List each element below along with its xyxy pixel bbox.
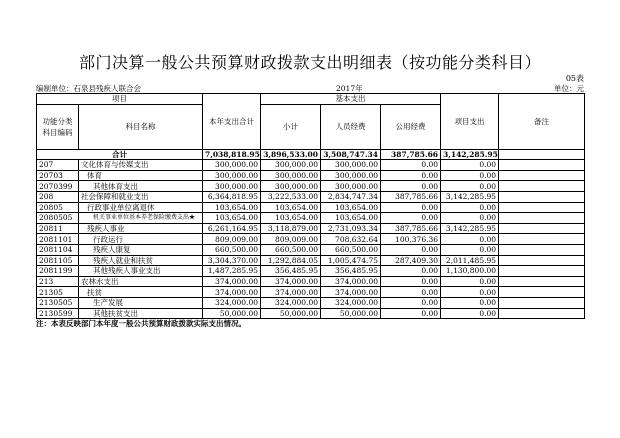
subtotal-cell: 300,000.00 [261, 170, 321, 181]
name-cell: 文化体育与传媒支出 [79, 160, 203, 171]
code-cell: 2081199 [37, 266, 79, 277]
header-basic: 基本支出 [261, 94, 441, 105]
personnel-cell: 50,000.00 [321, 308, 381, 319]
total-cell: 103,654.00 [203, 213, 261, 224]
code-cell: 207 [37, 160, 79, 171]
personnel-cell: 1,005,474.75 [321, 255, 381, 266]
remark-cell [499, 223, 585, 234]
remark-cell [499, 308, 585, 319]
name-cell: 其他扶贫支出 [79, 308, 203, 319]
public-cell: 387,785.66 [381, 191, 441, 202]
code-cell: 208 [37, 191, 79, 202]
table-row [37, 223, 585, 234]
name-cell: 机关事业单位基本养老保险缴费支出★ [79, 213, 203, 224]
public-cell: 0.00 [381, 202, 441, 213]
personnel-cell: 2,834,747.34 [321, 191, 381, 202]
total-cell: 6,261,164.95 [203, 223, 261, 234]
project-cell: 3,142,285.95 [441, 149, 499, 160]
header-public: 公用经费 [381, 104, 441, 149]
table-row [37, 276, 585, 287]
subtotal-cell: 300,000.00 [261, 181, 321, 192]
personnel-cell: 660,500.00 [321, 244, 381, 255]
name-cell: 行政事业单位离退休 [79, 202, 203, 213]
total-cell: 300,000.00 [203, 181, 261, 192]
project-cell: 0.00 [441, 297, 499, 308]
personnel-cell: 2,731,093.34 [321, 223, 381, 234]
remark-cell [499, 234, 585, 245]
code-cell: 20703 [37, 170, 79, 181]
remark-cell [499, 213, 585, 224]
total-label: 合计 [37, 149, 203, 160]
header-total: 本年支出合计 [203, 94, 261, 150]
subtotal-cell: 374,000.00 [261, 287, 321, 298]
personnel-cell: 324,000.00 [321, 297, 381, 308]
code-cell: 2081105 [37, 255, 79, 266]
remark-cell [499, 181, 585, 192]
public-cell: 0.00 [381, 244, 441, 255]
total-cell: 103,654.00 [203, 202, 261, 213]
code-cell: 2070399 [37, 181, 79, 192]
total-cell: 374,000.00 [203, 276, 261, 287]
remark-cell [499, 149, 585, 160]
total-cell: 660,500.00 [203, 244, 261, 255]
subtotal-cell: 300,000.00 [261, 160, 321, 171]
table-row [37, 266, 585, 277]
project-cell: 0.00 [441, 213, 499, 224]
code-cell: 2081104 [37, 244, 79, 255]
table-row [37, 234, 585, 245]
project-cell: 0.00 [441, 244, 499, 255]
name-cell: 扶贫 [79, 287, 203, 298]
personnel-cell: 374,000.00 [321, 287, 381, 298]
public-cell: 0.00 [381, 297, 441, 308]
project-cell: 0.00 [441, 308, 499, 319]
public-cell: 0.00 [381, 276, 441, 287]
expenditure-table [36, 93, 585, 319]
name-cell: 行政运行 [79, 234, 203, 245]
total-cell: 300,000.00 [203, 160, 261, 171]
table-row [37, 202, 585, 213]
project-cell: 3,142,285.95 [441, 191, 499, 202]
subtotal-cell: 3,118,879.00 [261, 223, 321, 234]
footnote: 注：本表反映部门本年度一般公共预算财政拨款实际支出情况。 [36, 319, 246, 328]
total-cell: 3,304,370.00 [203, 255, 261, 266]
project-cell: 0.00 [441, 287, 499, 298]
total-cell: 50,000.00 [203, 308, 261, 319]
table-row [37, 181, 585, 192]
project-cell: 0.00 [441, 202, 499, 213]
subtotal-cell: 660,500.00 [261, 244, 321, 255]
name-cell: 残疾人康复 [79, 244, 203, 255]
public-cell: 100,376.36 [381, 234, 441, 245]
total-cell: 324,000.00 [203, 297, 261, 308]
table-row [37, 244, 585, 255]
total-cell: 7,038,818.95 [203, 149, 261, 160]
remark-cell [499, 266, 585, 277]
public-cell: 0.00 [381, 213, 441, 224]
personnel-cell: 374,000.00 [321, 276, 381, 287]
project-cell: 0.00 [441, 181, 499, 192]
code-cell: 2130599 [37, 308, 79, 319]
subtotal-cell: 3,896,533.00 [261, 149, 321, 160]
public-cell: 0.00 [381, 160, 441, 171]
total-cell: 1,487,285.95 [203, 266, 261, 277]
public-cell: 0.00 [381, 308, 441, 319]
personnel-cell: 300,000.00 [321, 160, 381, 171]
subtotal-cell: 356,485.95 [261, 266, 321, 277]
header-code: 功能分类科目编码 [37, 104, 79, 149]
subtotal-cell: 324,000.00 [261, 297, 321, 308]
public-cell: 287,409.30 [381, 255, 441, 266]
remark-cell [499, 255, 585, 266]
remark-cell [499, 276, 585, 287]
remark-cell [499, 170, 585, 181]
public-cell: 0.00 [381, 287, 441, 298]
name-cell: 农林水支出 [79, 276, 203, 287]
public-cell: 387,785.66 [381, 149, 441, 160]
name-cell: 残疾人事业 [79, 223, 203, 234]
personnel-cell: 300,000.00 [321, 181, 381, 192]
project-cell: 1,130,800.00 [441, 266, 499, 277]
subtotal-cell: 103,654.00 [261, 213, 321, 224]
meta-line [36, 83, 584, 93]
header-subtotal: 小计 [261, 104, 321, 149]
table-row [37, 255, 585, 266]
form-code: 05表 [565, 74, 584, 83]
table-row [37, 170, 585, 181]
remark-cell [499, 191, 585, 202]
subtotal-cell: 809,009.00 [261, 234, 321, 245]
subtotal-cell: 1,292,884.05 [261, 255, 321, 266]
name-cell: 其他残疾人事业支出 [79, 266, 203, 277]
code-cell: 20811 [37, 223, 79, 234]
total-cell: 809,009.00 [203, 234, 261, 245]
project-cell: 3,142,285.95 [441, 223, 499, 234]
personnel-cell: 3,508,747.34 [321, 149, 381, 160]
table-row [37, 297, 585, 308]
public-cell: 387,785.66 [381, 223, 441, 234]
public-cell: 0.00 [381, 170, 441, 181]
name-cell: 其他体育支出 [79, 181, 203, 192]
table-row [37, 287, 585, 298]
table-row [37, 308, 585, 319]
remark-cell [499, 202, 585, 213]
remark-cell [499, 297, 585, 308]
total-row [37, 149, 585, 160]
project-cell: 2,011,485.95 [441, 255, 499, 266]
name-cell: 社会保障和就业支出 [79, 191, 203, 202]
header-project-group: 项目 [37, 94, 203, 105]
total-cell: 300,000.00 [203, 170, 261, 181]
subtotal-cell: 50,000.00 [261, 308, 321, 319]
header-personnel: 人员经费 [321, 104, 381, 149]
page-title: 部门决算一般公共预算财政拨款支出明细表（按功能分类科目） [78, 53, 541, 72]
table-row [37, 191, 585, 202]
total-cell: 374,000.00 [203, 287, 261, 298]
code-cell: 2130505 [37, 297, 79, 308]
personnel-cell: 103,654.00 [321, 213, 381, 224]
public-cell: 0.00 [381, 181, 441, 192]
personnel-cell: 103,654.00 [321, 202, 381, 213]
personnel-cell: 356,485.95 [321, 266, 381, 277]
subtotal-cell: 374,000.00 [261, 276, 321, 287]
code-cell: 20805 [37, 202, 79, 213]
currency-unit: 单位：元 [554, 84, 584, 93]
table-row [37, 213, 585, 224]
project-cell: 0.00 [441, 170, 499, 181]
table-row [37, 160, 585, 171]
public-cell: 0.00 [381, 266, 441, 277]
project-cell: 0.00 [441, 160, 499, 171]
code-cell: 213 [37, 276, 79, 287]
project-cell: 0.00 [441, 276, 499, 287]
personnel-cell: 300,000.00 [321, 170, 381, 181]
total-cell: 6,364,818.95 [203, 191, 261, 202]
header-remark: 备注 [499, 94, 585, 150]
report-year: 2017年 [336, 84, 363, 93]
header-project-expense: 项目支出 [441, 94, 499, 150]
name-cell: 残疾人就业和扶贫 [79, 255, 203, 266]
personnel-cell: 708,632.64 [321, 234, 381, 245]
project-cell: 0.00 [441, 234, 499, 245]
remark-cell [499, 160, 585, 171]
header-name: 科目名称 [79, 104, 203, 149]
code-cell: 2081101 [37, 234, 79, 245]
remark-cell [499, 244, 585, 255]
subtotal-cell: 3,222,533.00 [261, 191, 321, 202]
name-cell: 体育 [79, 170, 203, 181]
name-cell: 生产发展 [79, 297, 203, 308]
code-cell: 2080505 [37, 213, 79, 224]
reporting-unit: 编制单位：石泉县残疾人联合会 [36, 84, 141, 93]
remark-cell [499, 287, 585, 298]
subtotal-cell: 103,654.00 [261, 202, 321, 213]
code-cell: 21305 [37, 287, 79, 298]
